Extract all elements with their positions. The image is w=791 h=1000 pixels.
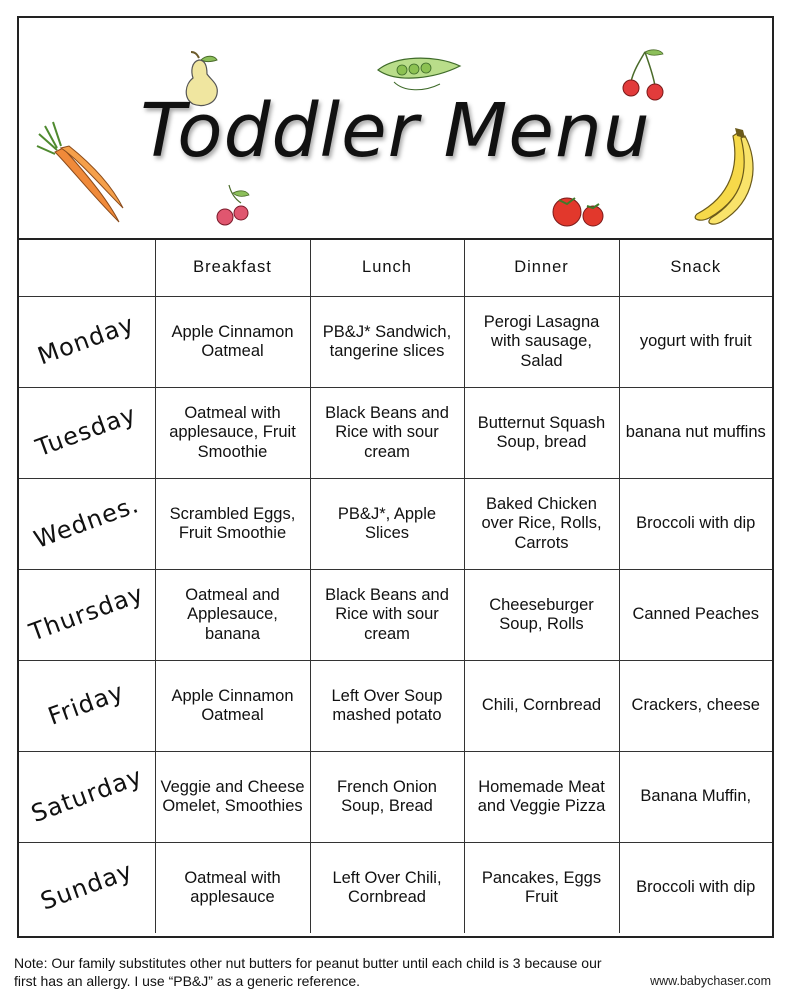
day-cell — [19, 752, 155, 843]
table-row — [19, 479, 772, 570]
meal-cell: Canned Peaches — [619, 570, 772, 661]
meal-cell: Left Over Chili, Cornbread — [310, 843, 464, 934]
page-title: Toddler Menu — [140, 88, 651, 174]
meal-cell: Apple Cinnamon Oatmeal — [155, 297, 310, 388]
corner-cell — [19, 240, 155, 297]
meal-cell: Oatmeal with applesauce, Fruit Smoothie — [155, 388, 310, 479]
meal-cell: Crackers, cheese — [619, 661, 772, 752]
table-row — [19, 752, 772, 843]
header-row — [19, 240, 772, 297]
meal-cell: banana nut muffins — [619, 388, 772, 479]
table-row — [19, 570, 772, 661]
menu-header — [19, 18, 772, 240]
meal-cell: Apple Cinnamon Oatmeal — [155, 661, 310, 752]
meal-cell: Baked Chicken over Rice, Rolls, Carrots — [464, 479, 619, 570]
day-cell — [19, 297, 155, 388]
day-label: Sunday — [36, 856, 137, 916]
column-header-lunch: Lunch — [310, 240, 464, 297]
menu-table — [19, 240, 772, 933]
day-label: Monday — [34, 309, 139, 371]
column-header-dinner: Dinner — [464, 240, 619, 297]
column-header-breakfast: Breakfast — [155, 240, 310, 297]
meal-cell: Pancakes, Eggs Fruit — [464, 843, 619, 934]
meal-cell: Oatmeal and Applesauce, banana — [155, 570, 310, 661]
meal-cell: Banana Muffin, — [619, 752, 772, 843]
menu-frame — [17, 16, 774, 938]
meal-cell: Broccoli with dip — [619, 843, 772, 934]
day-cell — [19, 479, 155, 570]
meal-cell: PB&J*, Apple Slices — [310, 479, 464, 570]
meal-cell: Veggie and Cheese Omelet, Smoothies — [155, 752, 310, 843]
day-label: Thursday — [25, 579, 148, 647]
meal-cell: Scrambled Eggs, Fruit Smoothie — [155, 479, 310, 570]
table-row — [19, 843, 772, 934]
day-label: Wednes. — [30, 489, 143, 554]
meal-cell: French Onion Soup, Bread — [310, 752, 464, 843]
table-row — [19, 297, 772, 388]
meal-cell: Left Over Soup mashed potato — [310, 661, 464, 752]
meal-cell: Black Beans and Rice with sour cream — [310, 570, 464, 661]
meal-cell: Butternut Squash Soup, bread — [464, 388, 619, 479]
meal-cell: Perogi Lasagna with sausage, Salad — [464, 297, 619, 388]
day-label: Saturday — [27, 761, 146, 828]
raspberries-icon — [207, 183, 257, 229]
website-link[interactable]: www.babychaser.com — [650, 974, 771, 988]
meal-cell: PB&J* Sandwich, tangerine slices — [310, 297, 464, 388]
day-cell — [19, 661, 155, 752]
meal-cell: Broccoli with dip — [619, 479, 772, 570]
meal-cell: Chili, Cornbread — [464, 661, 619, 752]
tomatoes-icon — [549, 190, 609, 230]
day-cell — [19, 570, 155, 661]
table-row — [19, 661, 772, 752]
column-header-snack: Snack — [619, 240, 772, 297]
meal-cell: Oatmeal with applesauce — [155, 843, 310, 934]
table-row — [19, 388, 772, 479]
day-label: Tuesday — [32, 399, 141, 462]
day-label: Friday — [44, 677, 129, 731]
meal-cell: Homemade Meat and Veggie Pizza — [464, 752, 619, 843]
footnote: Note: Our family substitutes other nut butters for peanut butter until each child is 3 because our first has an allergy. I use “PB&J” as a generic reference. — [14, 955, 602, 989]
day-cell — [19, 388, 155, 479]
day-cell — [19, 843, 155, 934]
meal-cell: Black Beans and Rice with sour cream — [310, 388, 464, 479]
meal-cell: Cheeseburger Soup, Rolls — [464, 570, 619, 661]
meal-cell: yogurt with fruit — [619, 297, 772, 388]
